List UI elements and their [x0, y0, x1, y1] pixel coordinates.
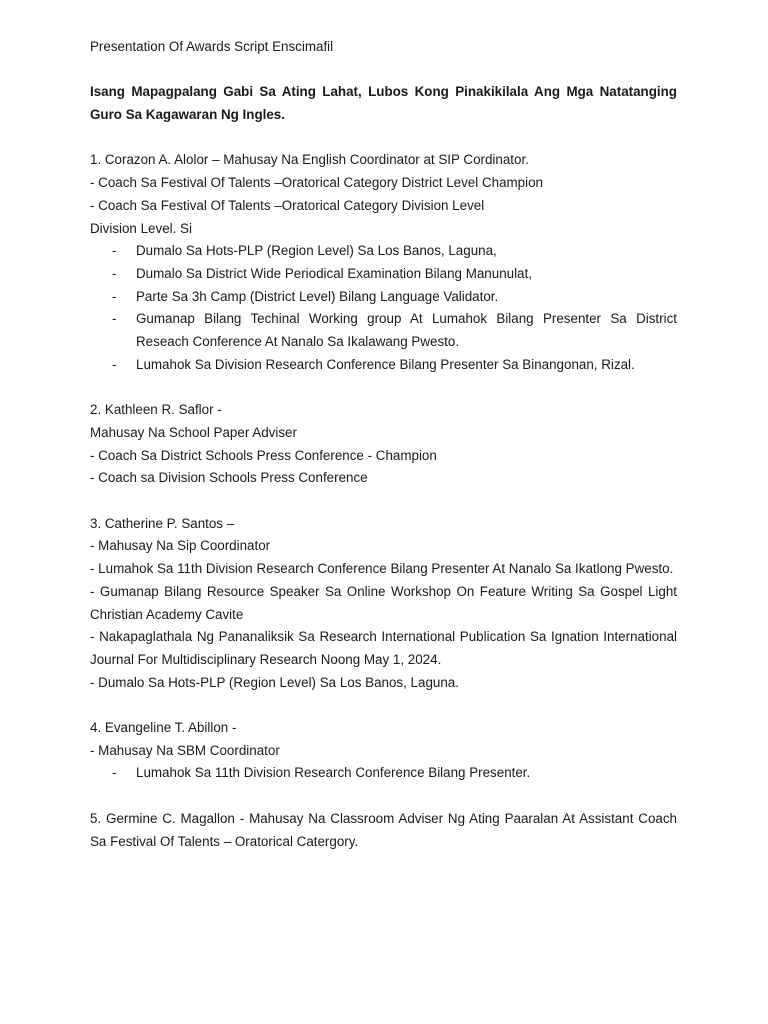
bullet-list — [90, 240, 677, 376]
bullet-item — [90, 354, 677, 377]
awardee-section-2 — [90, 399, 677, 490]
awardee-heading: 5. Germine C. Magallon - Mahusay Na Classroom Adviser Ng Ating Paaralan At Assistant Coach Sa Festival Of Talents – Oratorical Catergory. — [90, 810, 677, 849]
awardee-section-5 — [90, 808, 677, 853]
awardee-section-1 — [90, 149, 677, 376]
bullet-text: Parte Sa 3h Camp (District Level) Bilang Language Validator. — [136, 288, 499, 304]
document-title: Presentation Of Awards Script Enscimafil — [90, 39, 334, 54]
bullet-marker: - — [112, 356, 117, 372]
award-line: - Gumanap Bilang Resource Speaker Sa Online Workshop On Feature Writing Sa Gospel Light Christian Academy Cavite — [90, 583, 677, 622]
award-line: - Coach Sa Festival Of Talents –Oratorical Category District Level Champion — [90, 175, 543, 191]
award-line: - Coach Sa Festival Of Talents –Oratorical Category Division Level — [90, 197, 485, 213]
bullet-text: Dumalo Sa District Wide Periodical Examination Bilang Manunulat, — [136, 266, 532, 281]
document-page — [90, 36, 677, 853]
award-line: - Mahusay Na Sip Coordinator — [90, 538, 271, 554]
bullet-marker: - — [112, 288, 117, 304]
bullet-marker: - — [112, 765, 117, 781]
spacer — [90, 785, 677, 808]
bullet-text: Dumalo Sa Hots-PLP (Region Level) Sa Los Banos, Laguna, — [136, 243, 497, 259]
bullet-list — [90, 762, 677, 785]
spacer — [90, 377, 677, 400]
bullet-item — [90, 263, 677, 286]
awardee-section-3 — [90, 513, 677, 695]
bullet-item — [90, 762, 677, 785]
award-line: - Dumalo Sa Hots-PLP (Region Level) Sa Los Banos, Laguna. — [90, 674, 459, 690]
spacer — [90, 490, 677, 513]
award-line: - Mahusay Na SBM Coordinator — [90, 742, 280, 758]
bullet-text: Lumahok Sa Division Research Conference Bilang Presenter Sa Binangonan, Rizal. — [136, 356, 635, 372]
award-line: Mahusay Na School Paper Adviser — [90, 424, 297, 440]
award-line: - Lumahok Sa 11th Division Research Conference Bilang Presenter At Nanalo Sa Ikatlong Pwesto. — [90, 561, 674, 577]
awardee-heading: 4. Evangeline T. Abillon - — [90, 720, 237, 736]
award-line: - Nakapaglathala Ng Pananaliksik Sa Research International Publication Sa Ignation International Journal For Multidisciplinary Research Noong May 1, 2024. — [90, 629, 677, 667]
bullet-marker: - — [112, 311, 117, 327]
award-line: Division Level. Si — [90, 220, 192, 236]
bullet-marker: - — [112, 243, 117, 259]
bullet-text: Lumahok Sa 11th Division Research Conference Bilang Presenter. — [136, 765, 531, 781]
intro-paragraph: Isang Mapagpalang Gabi Sa Ating Lahat, Lubos Kong Pinakikilala Ang Mga Natatanging Guro Sa Kagawaran Ng Ingles. — [90, 84, 677, 123]
spacer — [90, 127, 677, 150]
awardee-heading: 1. Corazon A. Alolor – Mahusay Na English Coordinator at SIP Cordinator. — [90, 152, 529, 168]
awardee-heading: 2. Kathleen R. Saflor - — [90, 402, 222, 418]
spacer — [90, 694, 677, 717]
awardee-heading: 3. Catherine P. Santos – — [90, 515, 235, 531]
bullet-item — [90, 308, 677, 353]
bullet-item — [90, 240, 677, 263]
award-line: - Coach sa Division Schools Press Conference — [90, 470, 368, 486]
bullet-item — [90, 286, 677, 309]
spacer — [90, 59, 677, 82]
awardee-section-4 — [90, 717, 677, 785]
bullet-text: Gumanap Bilang Techinal Working group At Lumahok Bilang Presenter Sa District Reseach Conference At Nanalo Sa Ikalawang Pwesto. — [136, 311, 677, 350]
award-line: - Coach Sa District Schools Press Conference - Champion — [90, 447, 437, 463]
bullet-marker: - — [112, 266, 117, 281]
